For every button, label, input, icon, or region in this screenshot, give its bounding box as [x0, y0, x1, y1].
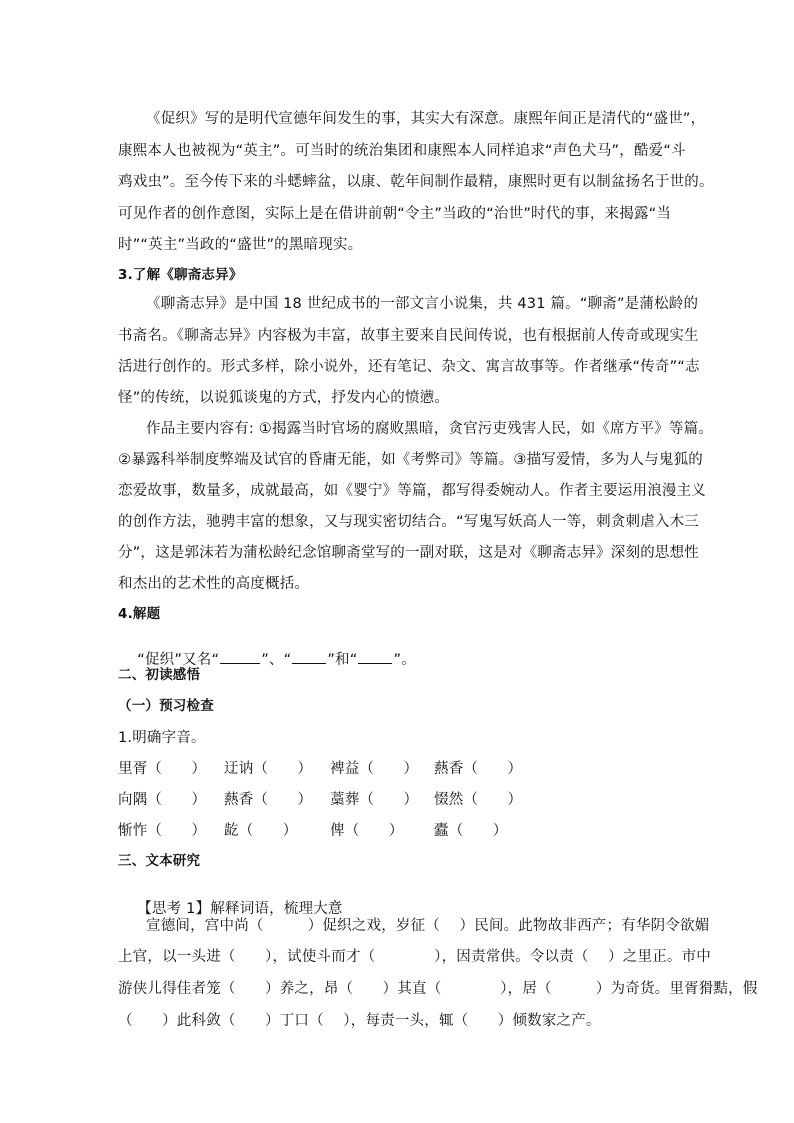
think-label: 【思考 1】 — [137, 901, 211, 917]
passage-line-4: （ ）此科敛（ ）丁口（ ），每责一头，辄（ ）倾数家之产。 — [118, 1013, 601, 1029]
pronunciation-item: 藁葬（ ） — [330, 792, 419, 808]
question-text-d: ”。 — [393, 652, 416, 668]
part-2-heading: 二、初读感悟 — [118, 667, 201, 683]
section-3-p2-line-3: 恋爱故事，数量多，成就最高，如《婴宁》等篇，都写得委婉动人。作者主要运用浪漫主义 — [118, 483, 706, 499]
intro-line-2: 康熙本人也被视为“英主”。可当时的统治集团和康熙本人同样追求“声色犬马”，酷爱“斗 — [118, 143, 686, 159]
section-3-p1-line-3: 活进行创作的。形式多样，除小说外，还有笔记、杂文、寓言故事等。作者继承“传奇”“志 — [118, 359, 700, 375]
intro-line-1: 《促织》写的是明代宣德年间发生的事，其实大有深意。康熙年间正是清代的“盛世”， — [146, 111, 706, 127]
pronunciation-item: 蠹（ ） — [434, 823, 508, 839]
section-3-p2-line-1: 作品主要内容有: ①揭露当时官场的腐败黑暗，贪官污吏残害人民，如《席方平》等篇。 — [146, 421, 713, 437]
section-3-p2-line-6: 和杰出的艺术性的高度概括。 — [118, 576, 310, 592]
question-text-b: ”、“ — [261, 652, 292, 668]
pronunciation-item: 惙然（ ） — [434, 792, 523, 808]
pronunciation-item: 向隅（ ） — [118, 792, 207, 808]
passage-line-2: 上官，以一头进（ ），试使斗而才（ ），因责常供。令以责（ ）之里正。市中 — [118, 949, 712, 965]
answer-blank-3[interactable] — [358, 649, 392, 664]
pronunciation-item: 里胥（ ） — [118, 761, 207, 777]
section-3-p2-line-4: 的创作方法，驰骋丰富的想象，又与现实密切结合。“写鬼写妖高人一等，刺贪刺虐入木三 — [118, 514, 700, 530]
pronunciation-item: 龁（ ） — [224, 823, 298, 839]
question-text-a: “促织”又名“ — [137, 652, 220, 668]
section-3-p2-line-5: 分”，这是郭沫若为蒲松龄纪念馆聊斋堂写的一副对联，这是对《聊斋志异》深刻的思想性 — [118, 545, 700, 561]
pronunciation-item: 爇香（ ） — [224, 792, 313, 808]
section-3-heading: 3.了解《聊斋志异》 — [118, 267, 243, 283]
pronunciation-item: 惭怍（ ） — [118, 823, 207, 839]
pronunciation-item: 迂讷（ ） — [224, 761, 313, 777]
question-text-c: ”和“ — [327, 652, 358, 668]
intro-line-3: 鸡戏虫”。至今传下来的斗蟋蟀盆，以康、乾年间制作最精，康熙时更有以制盆扬名于世的。 — [118, 174, 714, 190]
passage-line-3: 游侠儿得佳者笼（ ）养之，昂（ ）其直（ ），居（ ）为奇货。里胥猾黠，假 — [118, 981, 758, 997]
intro-line-5: 时”“英主”当政的“盛世”的黑暗现实。 — [118, 237, 363, 253]
answer-blank-2[interactable] — [292, 649, 326, 664]
part-3-heading: 三、文本研究 — [118, 853, 201, 869]
section-3-p1-line-1: 《聊斋志异》是中国 18 世纪成书的一部文言小说集，共 431 篇。“聊斋”是蒲松龄的 — [146, 296, 699, 312]
answer-blank-1[interactable] — [220, 649, 260, 664]
pronunciation-item: 爇香（ ） — [434, 761, 523, 777]
pronunciation-item: 裨益（ ） — [330, 761, 419, 777]
think-text: 解释词语，梳理大意 — [210, 901, 343, 917]
pronunciation-prompt: 1.明确字音。 — [118, 730, 206, 746]
intro-line-4: 可见作者的创作意图，实际上是在借讲前朝“令主”当政的“治世”时代的事，来揭露“当 — [118, 206, 672, 222]
section-3-p1-line-4: 怪”的传统，以说狐谈鬼的方式，抒发内心的愤懑。 — [118, 390, 450, 406]
passage-line-1: 宣德间，宫中尚（ ）促织之戏，岁征（ ）民间。此物故非西产；有华阴令欲媚 — [146, 918, 710, 934]
section-4-heading: 4.解题 — [118, 606, 161, 622]
pronunciation-item: 俾（ ） — [330, 823, 404, 839]
section-3-p1-line-2: 书斋名。《聊斋志异》内容极为丰富，故事主要来自民间传说，也有根据前人传奇或现实生 — [118, 328, 699, 344]
section-3-p2-line-2: ②暴露科举制度弊端及试官的昏庸无能，如《考弊司》等篇。③描写爱情，多为人与鬼狐的 — [118, 452, 703, 468]
part-2-subheading: （一）预习检查 — [118, 698, 214, 714]
